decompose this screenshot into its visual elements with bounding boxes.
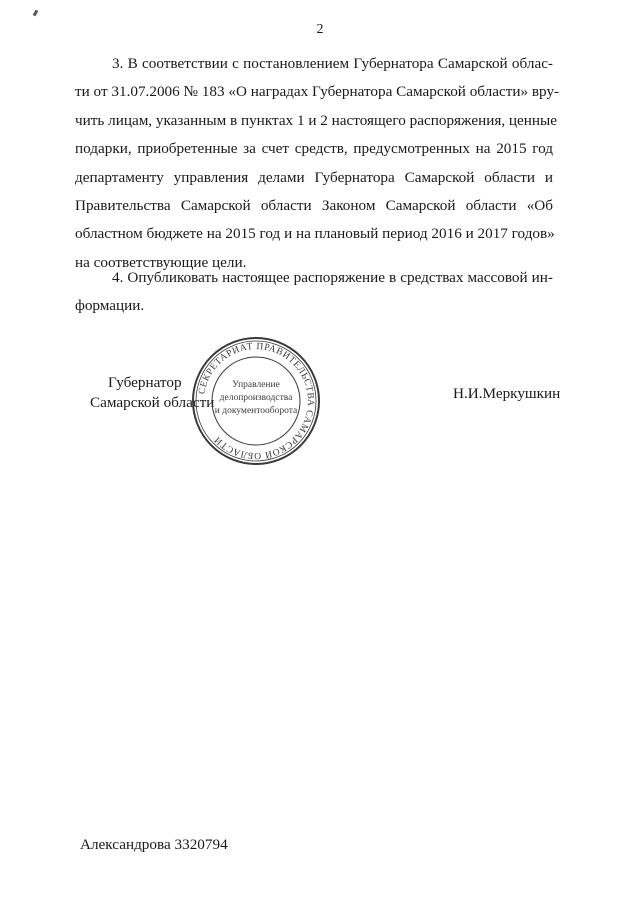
paragraph-line: 3. В соответствии с постановлением Губернатора Самарской облас- bbox=[112, 55, 553, 72]
seal-center-line1: Управление bbox=[232, 380, 280, 390]
paragraph-line: 4. Опубликовать настоящее распоряжение в средствах массовой ин- bbox=[112, 269, 553, 286]
paragraph-line: Правительства Самарской области Законом Самарской области «Об bbox=[75, 197, 553, 215]
paragraph-3 bbox=[75, 50, 560, 277]
seal-center-line2: делопроизводства bbox=[219, 393, 293, 403]
paragraph-4 bbox=[75, 264, 553, 321]
paragraph-line: областном бюджете на 2015 год и на плановый период 2016 и 2017 годов» bbox=[75, 225, 555, 243]
seal-ring-text: СЕКРЕТАРИАТ ПРАВИТЕЛЬСТВА САМАРСКОЙ ОБЛАСТИ bbox=[197, 341, 316, 461]
paragraph-line: ти от 31.07.2006 № 183 «О наградах Губернатора Самарской области» вру- bbox=[75, 83, 560, 101]
paragraph-line: на соответствующие цели. bbox=[75, 253, 247, 271]
official-seal bbox=[190, 335, 322, 467]
signatory-name: Н.И.Меркушкин bbox=[453, 385, 561, 402]
paragraph-line: департаменту управления делами Губернатора Самарской области и bbox=[75, 168, 553, 186]
paragraph-line: подарки, приобретенные за счет средств, предусмотренных на 2015 год bbox=[75, 140, 553, 158]
seal-graphic bbox=[190, 335, 322, 467]
scan-speck bbox=[33, 10, 39, 17]
paragraph-line: чить лицам, указанным в пунктах 1 и 2 настоящего распоряжения, ценные bbox=[75, 111, 557, 129]
paragraph-line: формации. bbox=[75, 297, 145, 315]
signatory-title-line2: Самарской области bbox=[90, 394, 215, 411]
seal-center-line3: и документооборота bbox=[214, 406, 298, 416]
executor-contact: Александрова 3320794 bbox=[80, 836, 228, 853]
page-number: 2 bbox=[316, 22, 324, 37]
signatory-title-line1: Губернатор bbox=[108, 374, 182, 391]
